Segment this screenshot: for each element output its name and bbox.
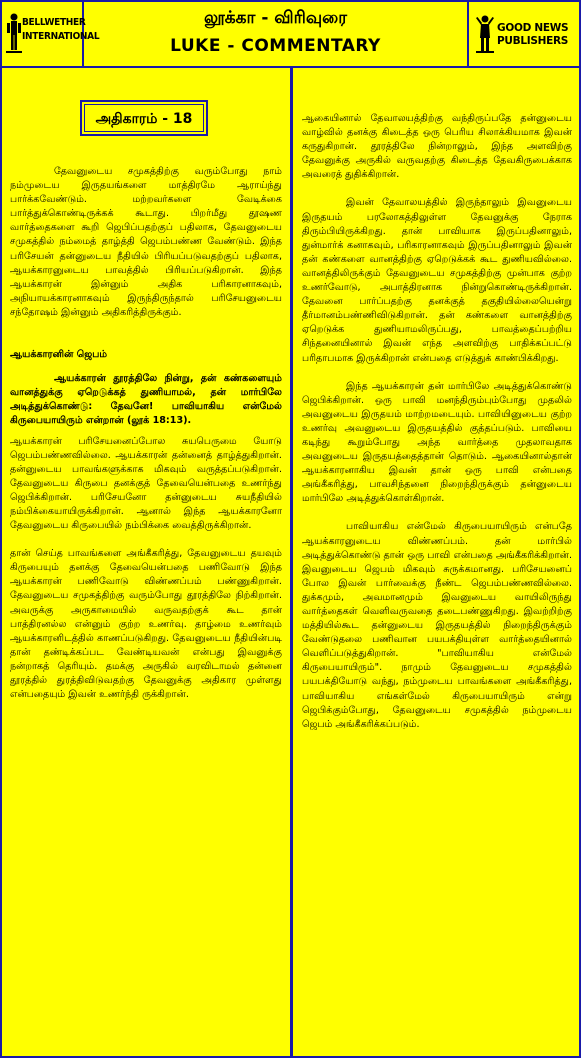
right-paragraph-4: பாவியாகிய என்மேல் கிருபையாயிரும் என்பதே ஆயக்காரனுடைய விண்ணப்பம். தன் மார்பில் அடித்துக்கொண்டு தான் ஒரு பாவி என்பதை அங்கீகரிக்கிறான். இவனுடைய ஜெபம் மிகவும் சுருக்கமானது. பரிசேயனைப் போல இவன் பார்வைக்கு நீண்ட ஜெபம்பண்ணவில்லை. துக்கமும், அவமானமும் இவனுடைய வாயிலிருந்து வார்த்தைகள் வெளிவருவதை தடைபண்ணுகிறது. இவற்றிற்கு மத்தியில்கூட தன்னுடைய இருதயத்தில் நிறைந்திருக்கும் வேண்டுதலை பணிவான பயபக்தியுள்ள வார்த்தையினால் வெளிப்படுத்துகிறான். "பாவியாகிய என்மேல் கிருபையாயிரும்". நாமும் தேவனுடைய சமுகத்தில் பயபக்தியோடு வந்து, நம்முடைய பாவங்களை அங்கீகரித்து, பாவியாகிய எங்கள்மேல் கிருபையாயிரும் என்று ஜெபிக்கும்போது, தேவனுடைய சமுகத்தில் நம்முடைய ஜெபம் அங்கீகரிக்கப்படும்.	[302, 521, 572, 730]
good-news-figure-icon	[475, 14, 495, 54]
chapter-box	[80, 100, 208, 136]
verse-quote: ஆயக்காரன் தூரத்திலே நின்று, தன் கண்களையும் வானத்துக்கு ஏறெடுக்கத் துணியாமல், தன் மார்பிலே அடித்துக்கொண்டு: தேவனே! பாவியாகிய என்மேல் கிருபையாயிரும் என்றான் (லூக் 18:13).	[10, 373, 282, 427]
left-paragraph-2: ஆயக்காரன் பரிசேயனைப்போல சுயபெருமை யோடு ஜெபம்பண்ணவில்லை. ஆயக்காரன் தன்னைத் தாழ்த்துகிறான். தன்னுடைய பாவங்களுக்காக மிகவும் வருத்தப்படுகிறான். தேவனுடைய கிருபை தனக்குத் தேவையென்பதை உணர்ந்து ஜெபிக்கிறான். பரிசேயனோ தன்னுடைய சுயநீதியில் நம்பிக்கையாயிருக்கிறான். ஆனால் இந்த ஆயக்காரனோ தேவனுடைய கிருபையில் நம்பிக்கை வைத்திருக்கிறான்.	[10, 435, 282, 532]
chapter-label: அதிகாரம் - 18	[84, 104, 204, 132]
title-tamil: லூக்கா - விரிவுரை	[203, 8, 348, 28]
title-english: LUKE - COMMENTARY	[170, 36, 381, 56]
good-news-logo	[467, 2, 579, 66]
section-heading: ஆயக்காரனின் ஜெபம்	[10, 349, 108, 361]
left-paragraph-1: தேவனுடைய சமுகத்திற்கு வரும்போது நாம் நம்முடைய இருதயங்களை மாத்திரமே ஆராய்ந்து பார்க்கவேண்டும். மற்றவர்களை வேடிக்கை பார்த்துக்கொண்டிருக்கக் கூடாது. பிறர்மீது தூஷண வார்த்தைகளை கூறி ஜெபிப்பதற்குப் பதிலாக, தேவனுடைய சமுகத்தில் நம்மைத் தாழ்த்தி ஜெபம்பண்ண வேண்டும். இந்த பரிசேயன் தன்னுடைய நீதியில் பிரியப்படுவதற்குப் பதிலாக, ஆயக்காரனுடைய பாவத்தில் பிரியப்படுகிறான். இந்த ஆயக்காரன் இன்னும் அதிக பரிகாரனாகவும், அநியாயக்காரனாகவும் இருந்திருந்தால் பரிசேயனுடைய சந்தோஷம் இன்னும் அதிகரித்திருக்கும்.	[10, 166, 282, 318]
right-column	[302, 112, 572, 732]
right-paragraph-2: இவன் தேவாலயத்தில் இருந்தாலும் இவனுடைய இருதயம் பரலோகத்திலுள்ள தேவனுக்கு நேராக திரும்பியிருக்கிறது. தான் பாவியாக இருப்பதினாலும், துன்மார்க் கனாகவும், பரிகாரனாகவும் இருப்பதினாலும் இவன் தன் கண்களை வானத்திற்கு ஏறெடுக்கக் கூட துணியவில்லை. வானத்திலிருக்கும் தேவனுடைய சமுகத்திற்கு முன்பாக குற்ற உணர்வோடு, அபாத்திரனாக நின்றுகொண்டிருக்கிறான். தேவனை பார்ப்பதற்கு தனக்குத் தகுதியில்லையென்று தீர்மானம்பண்ணிவிடுகிறான். தன் கண்களை வானத்திற்கு ஏறெடுக்க துணியாமலிருப்பது, பாவத்தைப்பற்றிய சிந்தனையினால் இவன் எந்த அளவிற்கு பாதிக்கப்பட்டு பரிதாபமாக இருக்கிறான் என்பதை எடுத்துக் காண்பிக்கிறது.	[302, 197, 572, 364]
left-column	[10, 165, 282, 702]
bellwether-figure-icon	[6, 12, 22, 54]
bellwether-logo-text: BELLWETHER INTERNATIONAL	[22, 17, 100, 42]
title-area	[84, 2, 467, 66]
right-paragraph-3: இந்த ஆயக்காரன் தன் மார்பிலே அடித்துக்கொண்டு ஜெபிக்கிறான். ஒரு பாவி மனந்திரும்பும்போது முதலில் அவனுடைய இருதயம் மாற்றமடையும். பாவியினுடைய குற்ற உணர்வு அவனுடைய இருதயத்தில் குத்தப்படும். பாவியை கடிந்து கூறும்போது அந்த வார்த்தை முதலாவதாக அவனுடைய இருதயத்தைத்தான் தொடும். ஆகையினால்தான் ஆயக்காரனாகிய இவன் தான் ஒரு பாவி என்பதை அங்கீகரித்து, பாவசிந்தனை நிறைந்திருக்கும் தன்னுடைய மார்பிலே அடித்துக்கொள்கிறான்.	[302, 380, 572, 505]
left-paragraph-3: தான் செய்த பாவங்களை அங்கீகரித்து, தேவனுடைய தயவும் கிருபையும் தனக்கு தேவையென்பதை பணிவோடு இந்த ஆயக்காரன் பணிவோடு விண்ணப்பம் பண்ணுகிறான். தேவனுடைய சமுகத்திற்கு வரும்போது தூரத்திலே நிற்கிறான். அவருக்கு அருகாமையில் வருவதற்குக் கூட தான் பாத்திரனல்ல என்னும் குற்ற உணர்வு. தாழ்மை உணர்வும் ஆயக்காரனிடத்தில் காணப்படுகிறது. தேவனுடைய நீதியின்படி தான் தண்டிக்கப்பட வேண்டியவன் என்பது இவனுக்கு நன்றாகத் தெரியும். தமக்கு அருகில் வரவிடாமல் தன்னை தூரத்தில் துரத்திவிடுவதற்கு தேவனுக்கு அதிகார முள்ளது என்பதையும் இவன் உணர்ந்தி ருக்கிறான்.	[10, 548, 282, 701]
bellwether-logo	[2, 2, 100, 66]
column-divider	[290, 68, 293, 1056]
good-news-logo-text: GOOD NEWS PUBLISHERS	[497, 22, 569, 47]
header	[2, 2, 579, 68]
right-paragraph-1: ஆகையினால் தேவாலயத்திற்கு வந்திருப்பதே தன்னுடைய வாழ்வில் தனக்கு கிடைத்த ஒரு பெரிய சிலாக்கியமாக இவன் கருதுகிறான். தூரத்திலே நின்றாலும், இந்த அளவிற்கு தேவனுக்கு அருகில் வருவதற்கு கிடைத்த தேவகிருபைக்காக அவரைத் துதிக்கிறான்.	[302, 113, 572, 181]
